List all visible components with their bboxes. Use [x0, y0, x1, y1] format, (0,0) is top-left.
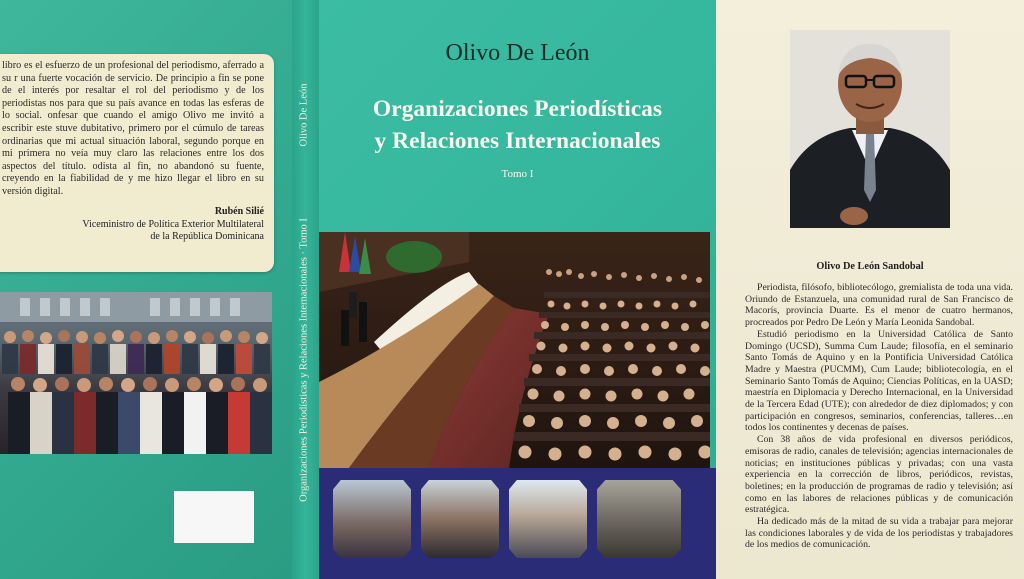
author-portrait-illustration: [790, 30, 950, 228]
cover-title: [319, 93, 716, 157]
group-photo: [0, 292, 272, 454]
cover-volume: Tomo I: [501, 168, 534, 180]
author-flap: [716, 0, 1024, 579]
spine-author: Olivo De León: [298, 83, 310, 147]
thumbnail-photo-1: [333, 480, 411, 558]
thumbnail-photo-2: [421, 480, 499, 558]
book-spine: [292, 0, 319, 579]
signature-role: Viceministro de Política Exterior Multilateral: [82, 219, 264, 230]
author-biography: [745, 282, 1013, 551]
bio-paragraph-3: Con 38 años de vida profesional en diversos periódicos, emisoras de radio, canales de televisión; agencias internacionales de noticias; en instituciones públicas y privadas; con una vasta experiencia en la corrección de libros, periódicos, revistas, boletines; en la producción de programas de radio y televisión; así como en las labores de relaciones públicas y de comunicación estratégica.: [745, 434, 1013, 516]
barcode-area: [174, 491, 254, 543]
assembly-hall-illustration: [319, 232, 710, 468]
signature-name: Rubén Silié: [214, 206, 264, 217]
bio-paragraph-4: Ha dedicado más de la mitad de su vida a trabajar para mejorar las condiciones laborales y de vida de los periodistas y trabajadores de los medios de comunicación.: [745, 516, 1013, 551]
bio-name: Olivo De León Sandobal: [816, 261, 924, 272]
thumbnail-photo-4: [597, 480, 681, 558]
cover-title-line-1: Organizaciones Periodísticas: [372, 96, 663, 122]
group-photo-illustration: [0, 292, 272, 454]
quote-box: [0, 54, 274, 272]
signature-country: de la República Dominicana: [150, 231, 264, 242]
cover-title-line-2: y Relaciones Internacionales: [374, 128, 661, 154]
back-cover-quote: libro es el esfuerzo de un profesional del periodismo, aferrado a su r una fuerte vocación de servicio. De principio a fin se pone de el interés por resaltar el rol del periodismo y de los periodistas nos para que su país avance en todas las esferas de lo social. onfesar que cuando el amigo Olivo me invitó a escribir este stuve dubitativo, primero por el cúmulo de tareas ordinarias que mi actual situación laboral, segundo porque en mi primera no veía muy claro las relaciones entre los dos aspectos del título. odista al fin, no abandonó su fuente, creyendo en la fiabilidad de y me hizo llegar el libro en su versión digital.: [2, 60, 264, 197]
quote-signature: [82, 206, 264, 243]
bio-paragraph-2: Estudió periodismo en la Universidad Católica de Santo Domingo (UCSD), Summa Cum Laude; filosofía, en el seminario Santo Tomás de Aquino y en la Pontificia Universidad Católica Madre y Maestra (PUCMM), Cum Laude; bibliotecología, en el Seminario Santo Tomás de Aquino; Ciencias Políticas, en la UASD; maestría en Diplomacia y Derecho Internacional, en la Universidad de la Tercera Edad (UTE); con alrededor de diez diplomados; y con participación en congresos, seminarios, conferencias, talleres…en todos los continentes y decenas de países.: [745, 328, 1013, 434]
photo-strip: [319, 468, 716, 579]
back-cover: [0, 0, 292, 579]
assembly-hall-photo: [319, 232, 710, 468]
spine-title: Organizaciones Periodísticas y Relaciones Internacionales · Tomo I: [298, 218, 310, 502]
bio-paragraph-1: Periodista, filósofo, bibliotecólogo, gremialista de toda una vida. Oriundo de Estanzuela, una comunidad rural de San Francisco de Macorís, provincia Duarte. Es el menor de cuatro hermanos, procreados por Pedro De León y María Leonida Sandobal.: [745, 282, 1013, 329]
author-portrait: [790, 30, 950, 228]
cover-author: Olivo De León: [445, 40, 590, 66]
front-cover: [319, 0, 716, 579]
thumbnail-photo-3: [509, 480, 587, 558]
